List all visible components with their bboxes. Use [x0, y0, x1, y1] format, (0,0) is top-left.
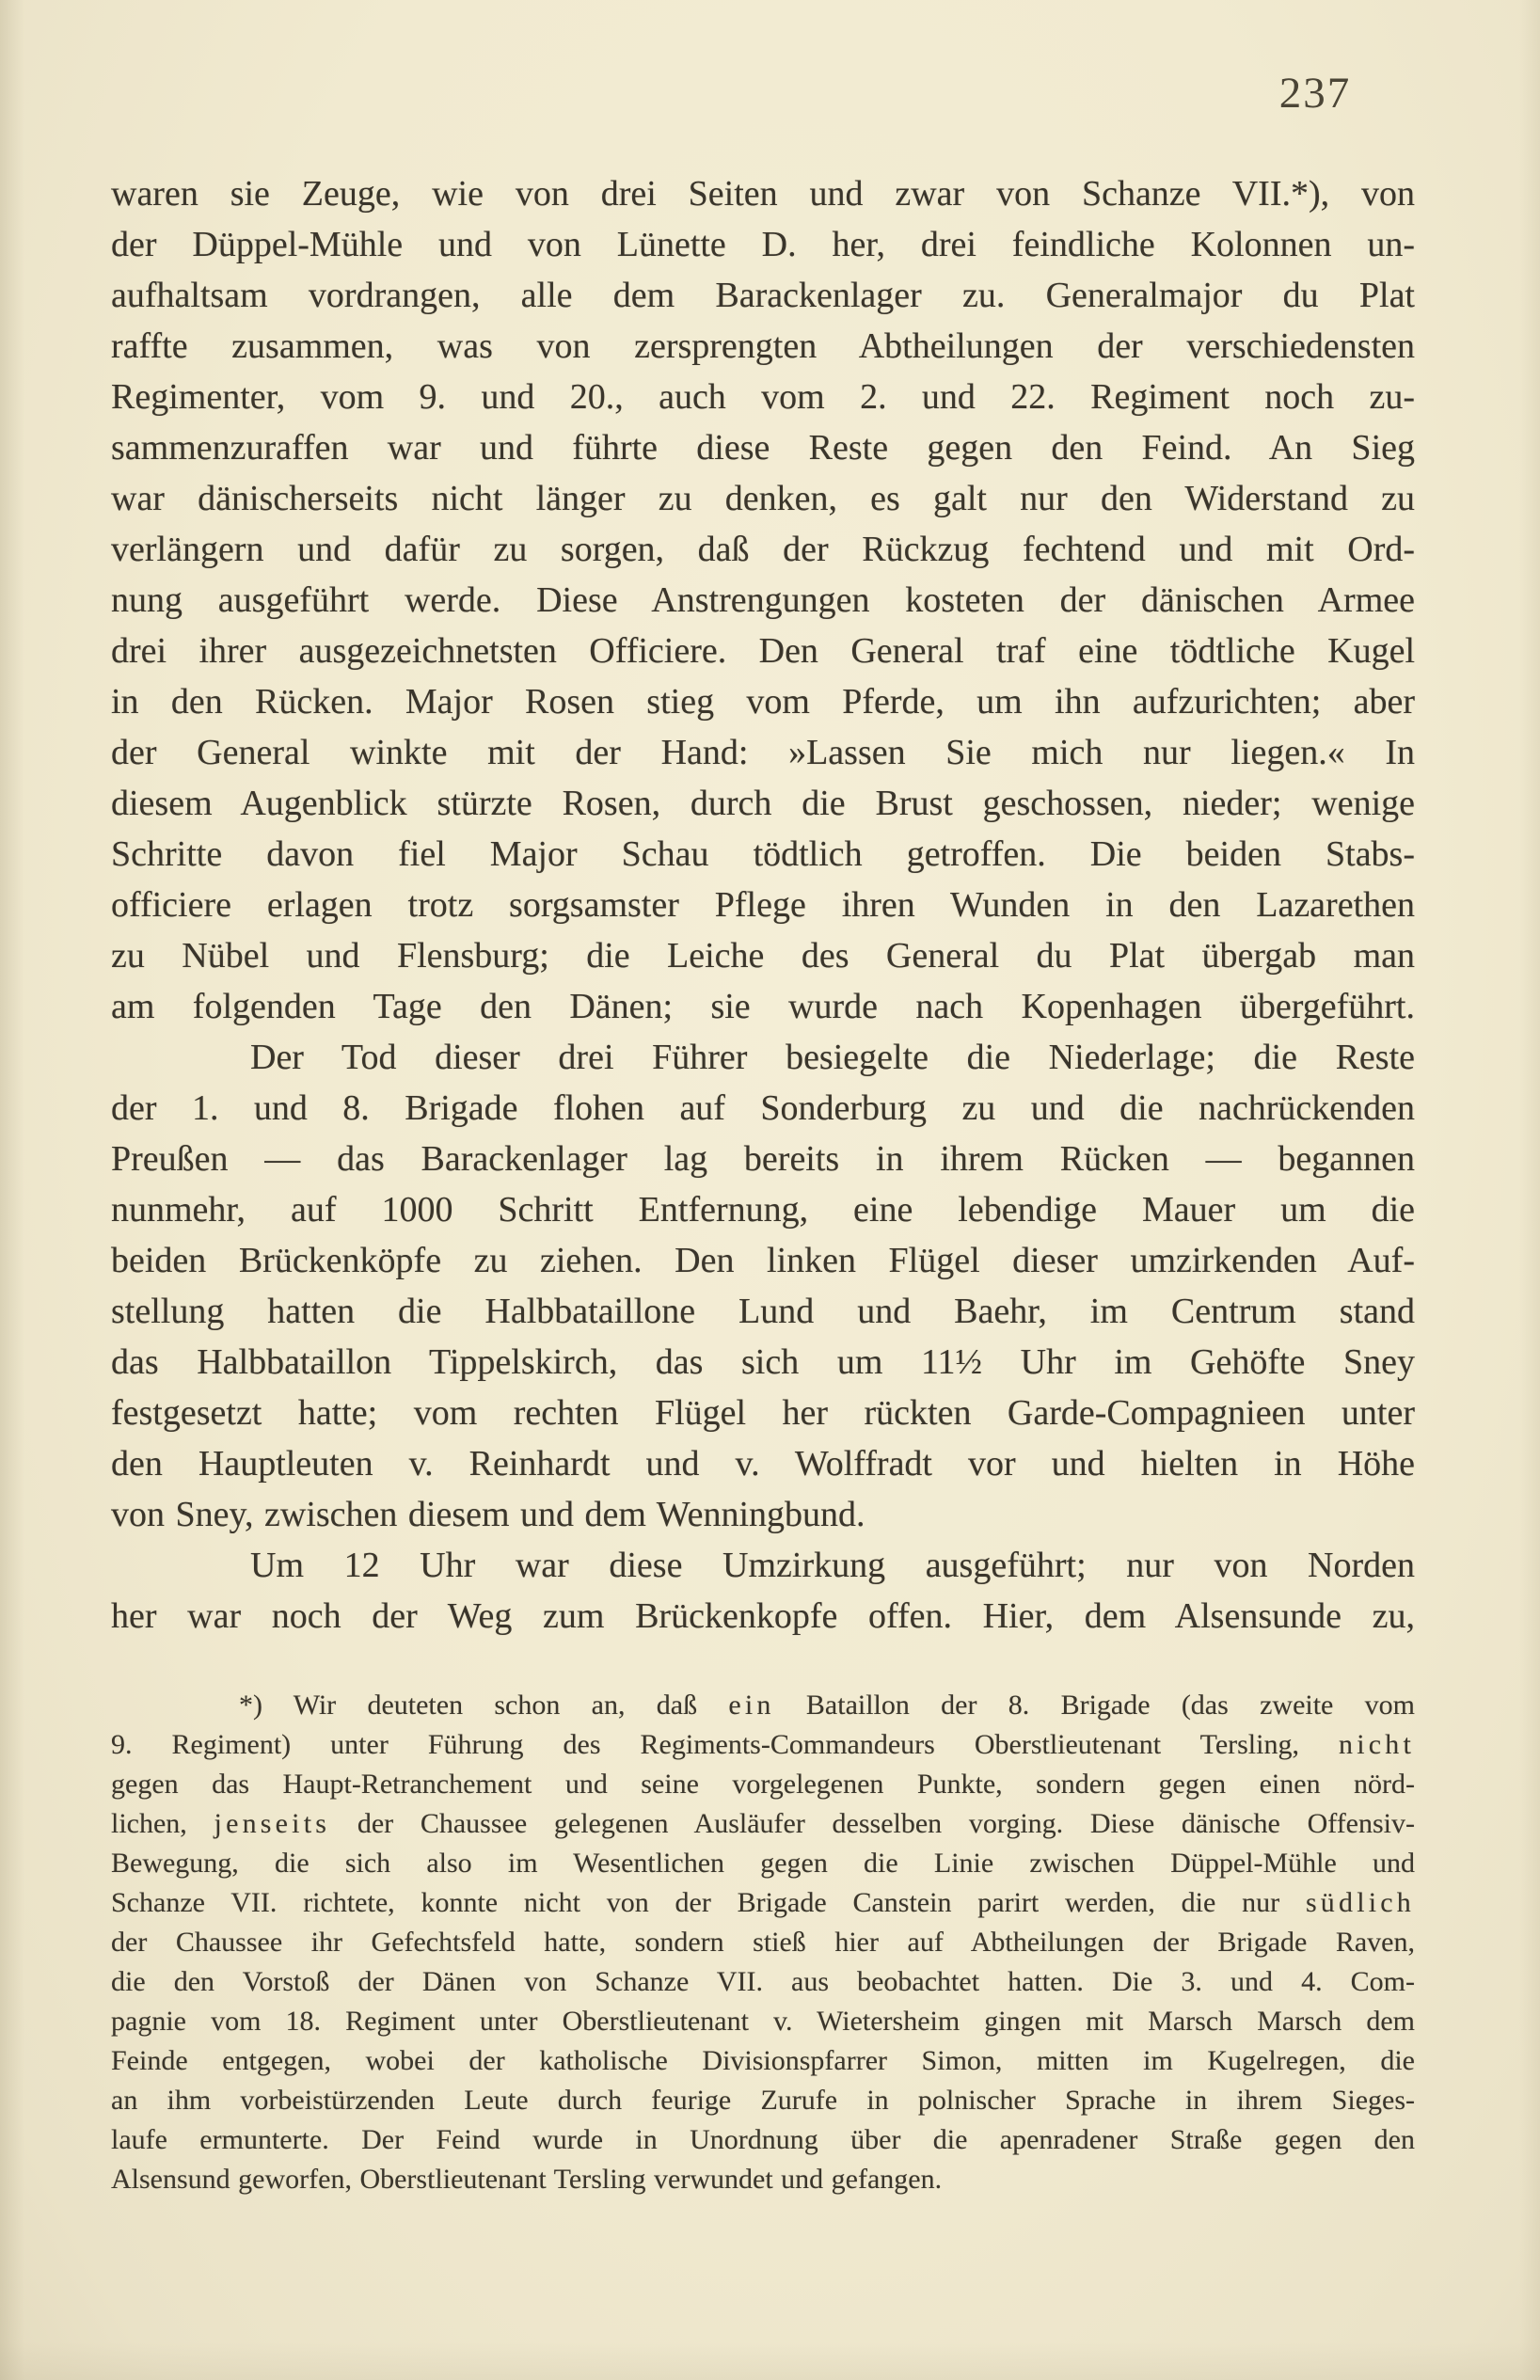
text-line: stellung hatten die Halbbataillone Lund und Baehr, im Centrum stand [111, 1292, 1415, 1331]
footnote-line [111, 1686, 1415, 1725]
text-line: der General winkte mit der Hand: »Lassen Sie mich nur liegen.« In [111, 733, 1415, 772]
paragraph [111, 1541, 1415, 1642]
footnote-line [111, 2160, 1415, 2199]
text-line: Regimenter, vom 9. und 20., auch vom 2. und 22. Regiment noch zu- [111, 377, 1415, 417]
footnote-line [111, 1962, 1415, 2002]
footnote-line [111, 2041, 1415, 2081]
footnote-text-run: Schanze VII. richtete, konnte nicht von der Brigade Canstein parirt werden, die nur [111, 1887, 1306, 1918]
footnote-line [111, 2081, 1415, 2120]
footnote-text-run: 9. Regiment) unter Führung des Regiments-Commandeurs Oberstlieutenant Tersling, [111, 1729, 1339, 1760]
text-line: zu Nübel und Flensburg; die Leiche des General du Plat übergab man [111, 936, 1415, 976]
text-line: sammenzuraffen war und führte diese Reste gegen den Feind. An Sieg [111, 428, 1415, 468]
footnote [111, 1686, 1415, 2199]
emphasized-word: nicht [1339, 1729, 1415, 1760]
text-line: der Düppel-Mühle und von Lünette D. her, drei feindliche Kolonnen un- [111, 225, 1415, 264]
footnote-text-run: an ihm vorbeistürzenden Leute durch feurige Zurufe in polnischer Sprache in ihrem Sieges- [111, 2085, 1415, 2116]
footnote-text-run: der Chaussee ihr Gefechtsfeld hatte, sondern stieß hier auf Abtheilungen der Brigade Raven, [111, 1927, 1415, 1958]
footnote-line [111, 1725, 1415, 1765]
text-line: drei ihrer ausgezeichnetsten Officiere. Den General traf eine tödtliche Kugel [111, 631, 1415, 671]
footnote-line [111, 2002, 1415, 2041]
paragraph [111, 169, 1415, 1033]
text-line: in den Rücken. Major Rosen stieg vom Pferde, um ihn aufzurichten; aber [111, 682, 1415, 722]
text-line: diesem Augenblick stürzte Rosen, durch die Brust geschossen, nieder; wenige [111, 784, 1415, 823]
text-line: her war noch der Weg zum Brückenkopfe offen. Hier, dem Alsensunde zu, [111, 1596, 1415, 1636]
footnote-text-run: Bataillon der 8. Brigade (das zweite vom [774, 1690, 1415, 1721]
text-line: waren sie Zeuge, wie von drei Seiten und zwar von Schanze VII.*), von [111, 174, 1415, 214]
footnote-text-run: Alsensund geworfen, Oberstlieutenant Tersling verwundet und gefangen. [111, 2164, 943, 2195]
text-line: officiere erlagen trotz sorgsamster Pflege ihren Wunden in den Lazarethen [111, 885, 1415, 925]
footnote-line [111, 1844, 1415, 1883]
text-line: verlängern und dafür zu sorgen, daß der Rückzug fechtend und mit Ord- [111, 530, 1415, 569]
text-line: beiden Brückenköpfe zu ziehen. Den linken Flügel dieser umzirkenden Auf- [111, 1241, 1415, 1280]
footnote-text-run: Bewegung, die sich also im Wesentlichen gegen die Linie zwischen Düppel-Mühle und [111, 1848, 1415, 1879]
text-line: Preußen — das Barackenlager lag bereits in ihrem Rücken — begannen [111, 1139, 1415, 1179]
text-line: aufhaltsam vordrangen, alle dem Barackenlager zu. Generalmajor du Plat [111, 276, 1415, 315]
text-line: nung ausgeführt werde. Diese Anstrengungen kosteten der dänischen Armee [111, 580, 1415, 620]
text-line: Schritte davon fiel Major Schau tödtlich getroffen. Die beiden Stabs- [111, 834, 1415, 874]
text-line: nunmehr, auf 1000 Schritt Entfernung, eine lebendige Mauer um die [111, 1190, 1415, 1230]
footnote-line [111, 1883, 1415, 1923]
footnote-line [111, 1804, 1415, 1844]
text-line: der 1. und 8. Brigade flohen auf Sonderburg zu und die nachrückenden [111, 1088, 1415, 1128]
footnote-text-run: laufe ermunterte. Der Feind wurde in Unordnung über die apenradener Straße gegen den [111, 2124, 1415, 2155]
footnote-line [111, 1923, 1415, 1962]
footnote-text-run: *) Wir deuteten schon an, daß [239, 1690, 729, 1721]
footnote-line [111, 2120, 1415, 2160]
emphasized-word: südlich [1305, 1887, 1415, 1918]
text-line: das Halbbataillon Tippelskirch, das sich um 11½ Uhr im Gehöfte Sney [111, 1342, 1415, 1382]
footnote-text-run: gegen das Haupt-Retranchement und seine vorgelegenen Punkte, sondern gegen einen nörd- [111, 1769, 1415, 1800]
footnote-line [111, 1765, 1415, 1804]
text-line: war dänischerseits nicht länger zu denken, es galt nur den Widerstand zu [111, 479, 1415, 518]
page-number: 237 [1278, 69, 1352, 118]
body-text [111, 169, 1415, 1642]
footnote-text-run: der Chaussee gelegenen Ausläufer desselben vorging. Diese dänische Offensiv- [330, 1808, 1415, 1839]
emphasized-word: ein [728, 1690, 775, 1721]
footnote-text-run: lichen, [111, 1808, 214, 1839]
footnote-text-run: pagnie vom 18. Regiment unter Oberstlieutenant v. Wietersheim gingen mit Marsch Marsch dem [111, 2006, 1415, 2037]
text-line: von Sney, zwischen diesem und dem Wenningbund. [111, 1495, 865, 1534]
text-line: Der Tod dieser drei Führer besiegelte die Niederlage; die Reste [250, 1038, 1415, 1077]
footnote-text-run: die den Vorstoß der Dänen von Schanze VII. aus beobachtet hatten. Die 3. und 4. Com- [111, 1966, 1415, 1997]
text-line: am folgenden Tage den Dänen; sie wurde nach Kopenhagen übergeführt. [111, 987, 1415, 1026]
paragraph [111, 1033, 1415, 1541]
text-line: Um 12 Uhr war diese Umzirkung ausgeführt; nur von Norden [250, 1546, 1415, 1585]
text-line: festgesetzt hatte; vom rechten Flügel her rückten Garde-Compagnieen unter [111, 1393, 1415, 1433]
footnote-text-run: Feinde entgegen, wobei der katholische Divisionspfarrer Simon, mitten im Kugelregen, die [111, 2045, 1415, 2076]
text-line: raffte zusammen, was von zersprengten Abtheilungen der verschiedensten [111, 326, 1415, 366]
emphasized-word: jenseits [214, 1808, 331, 1839]
text-line: den Hauptleuten v. Reinhardt und v. Wolffradt vor und hielten in Höhe [111, 1444, 1415, 1484]
